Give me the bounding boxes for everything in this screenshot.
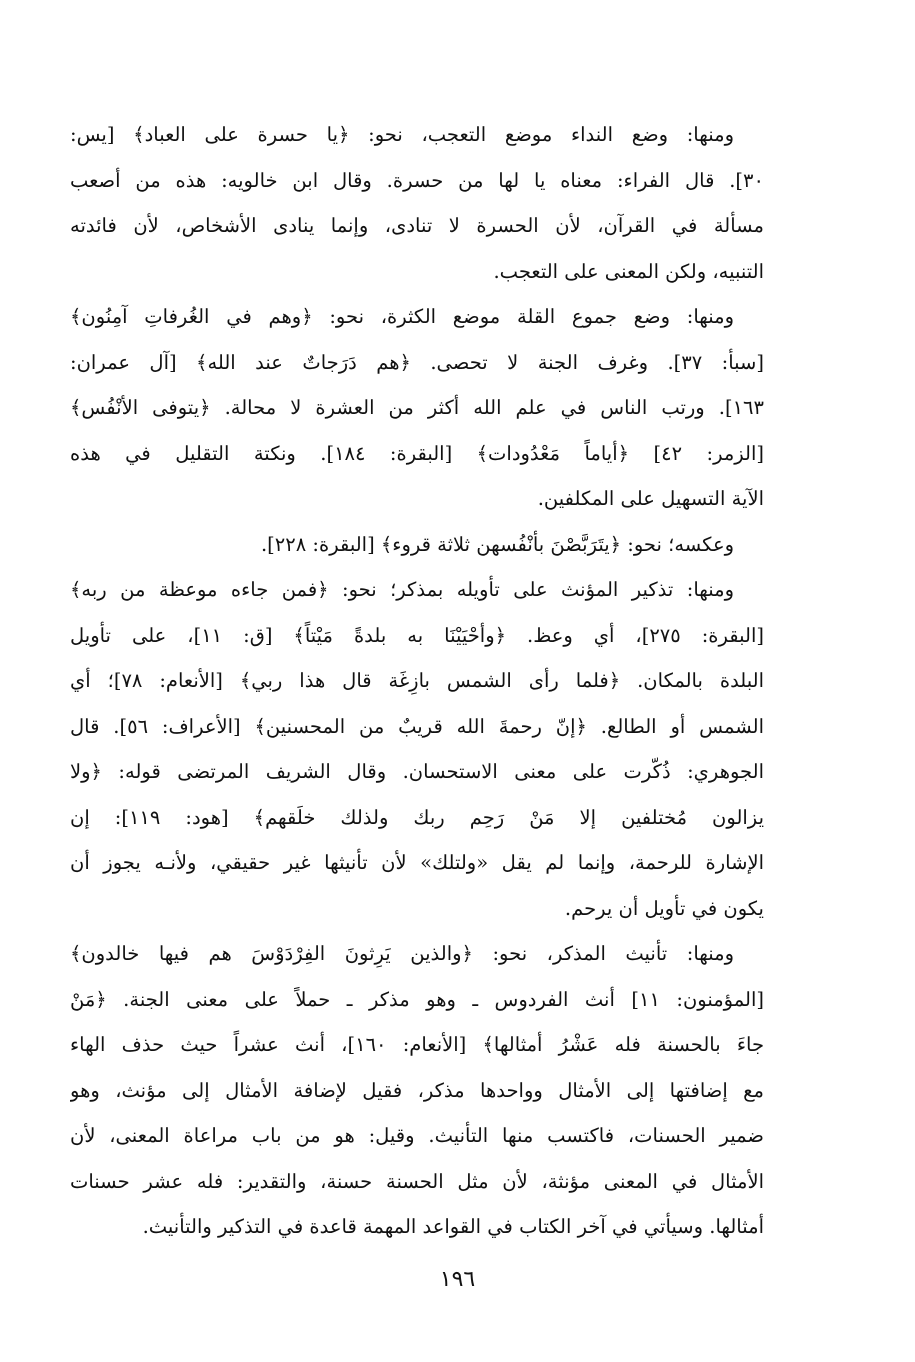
- text-line: يزالون مُختلفين إلا مَنْ رَحِم ربك ولذلك خلَقهم﴾ [هود: ١١٩]: إن: [70, 805, 764, 829]
- text-line: جاءَ بالحسنة فله عَشْرُ أمثالها﴾ [الأنعام: ١٦٠]، أنث عشراً حيث حذف الهاء: [70, 1033, 764, 1056]
- text-line: ومنها: وضع النداء موضع التعجب، نحو: ﴿يا حسرة على العباد﴾ [يس:: [70, 123, 734, 146]
- text-line: الجوهري: ذُكّرت على معنى الاستحسان. وقال الشريف المرتضى قوله: ﴿ولا: [70, 760, 764, 783]
- text-line: [البقرة: ٢٧٥]، أي وعظ. ﴿وأحْيَيْنَا به بلدةً مَيْتاً﴾ [ق: ١١]، على تأويل: [70, 623, 764, 647]
- text-line: ومنها: تأنيث المذكر، نحو: ﴿والذين يَرِثونَ الفِرْدَوْسَ هم فيها خالدون﴾: [70, 942, 734, 965]
- text-line: الآية التسهيل على المكلفين.: [537, 487, 764, 510]
- text-line: الأمثال في المعنى مؤنثة، لأن مثل الحسنة حسنة، والتقدير: فله عشر حسنات: [70, 1169, 764, 1193]
- text-line: التنبيه، ولكن المعنى على التعجب.: [493, 259, 764, 283]
- text-line: [الزمر: ٤٢] ﴿أياماً مَعْدُودات﴾ [البقرة: ١٨٤]. ونكتة التقليل في هذه: [70, 441, 764, 465]
- text-line: يكون في تأويل أن يرحم.: [564, 896, 764, 920]
- text-line: ومنها: وضع جموع القلة موضع الكثرة، نحو: ﴿وهم في الغُرفاتِ آمِنُون﴾: [70, 305, 734, 328]
- text-line: مع إضافتها إلى الأمثال وواحدها مذكر، فقيل لإضافة الأمثال إلى مؤنث، وهو: [70, 1078, 764, 1102]
- text-line: الإشارة للرحمة، وإنما لم يقل «ولتلك» لأن تأنيثها غير حقيقي، ولأنـه يجوز أن: [70, 851, 764, 874]
- page-number: ١٩٦: [439, 1267, 476, 1292]
- text-line: مسألة في القرآن، لأن الحسرة لا تنادى، وإنما ينادى الأشخاص، لأن فائدته: [70, 214, 764, 237]
- body-text: [70, 112, 764, 1250]
- text-line: أمثالها. وسيأتي في آخر الكتاب في القواعد المهمة قاعدة في التذكير والتأنيث.: [142, 1215, 764, 1238]
- text-line: [سبأ: ٣٧]. وغرف الجنة لا تحصى. ﴿هم دَرَجاتٌ عند الله﴾ [آل عمران:: [70, 350, 764, 374]
- text-line: ٣٠]. قال الفراء: معناه يا لها من حسرة. وقال ابن خالويه: هذه من أصعب: [70, 168, 764, 192]
- text-line: البلدة بالمكان. ﴿فلما رأى الشمس بازِغَة قال هذا ربي﴾ [الأنعام: ٧٨]؛ أي: [70, 669, 764, 692]
- text-line: وعكسه؛ نحو: ﴿يتَرَبَّصْنَ بأنْفُسهن ثلاثة قروء﴾ [البقرة: ٢٢٨].: [260, 532, 734, 556]
- text-line: ١٦٣]. ورتب الناس في علم الله أكثر من العشرة لا محالة. ﴿يتوفى الأنْفُس﴾: [70, 396, 764, 419]
- text-line: ومنها: تذكير المؤنث على تأويله بمذكر؛ نحو: ﴿فمن جاءه موعظة من ربه﴾: [70, 578, 734, 601]
- text-line: [المؤمنون: ١١] أنث الفردوس ـ وهو مذكر ـ حملاً على معنى الجنة. ﴿مَنْ: [70, 987, 764, 1011]
- text-line: ضمير الحسنات، فاكتسب منها التأنيث. وقيل: هو من باب مراعاة المعنى، لأن: [70, 1124, 764, 1147]
- text-line: الشمس أو الطالع. ﴿إنّ رحمةَ الله قريبٌ من المحسنين﴾ [الأعراف: ٥٦]. قال: [70, 714, 764, 738]
